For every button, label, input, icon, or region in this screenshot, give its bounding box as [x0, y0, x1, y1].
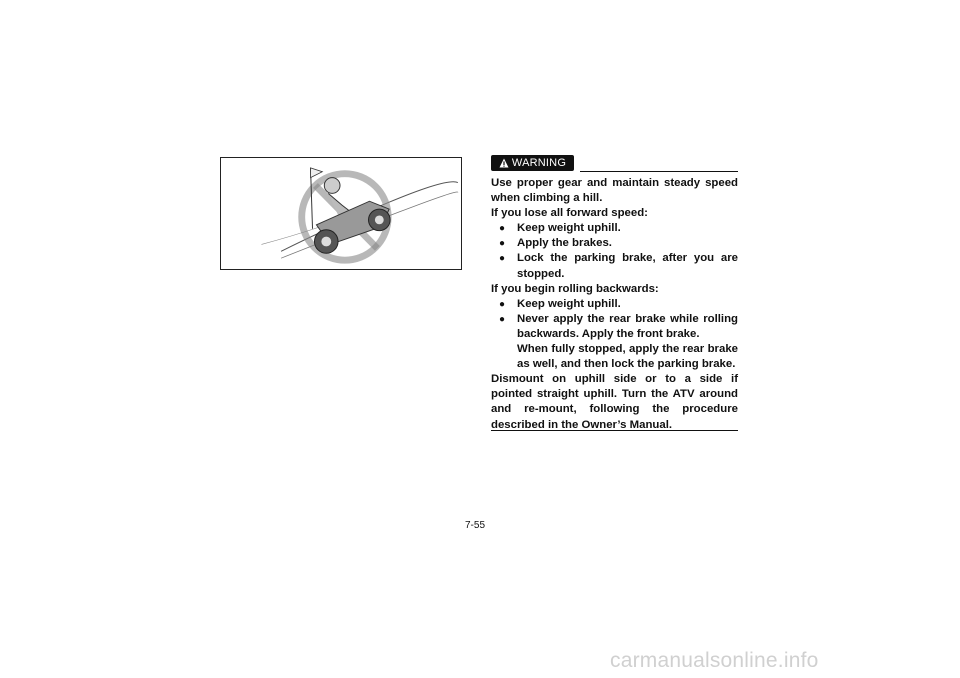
list-item: ● Keep weight uphill.	[499, 221, 738, 236]
atv-hill-drawing	[221, 158, 461, 269]
list-item: ● Lock the parking brake, after you are stopped.	[499, 251, 738, 281]
warning-header-rule	[580, 171, 738, 172]
warning-header	[491, 155, 738, 175]
watermark: carmanualsonline.info	[610, 649, 819, 672]
warning-body	[491, 176, 738, 433]
bullet-dot-icon: ●	[499, 313, 506, 325]
warning-end-rule	[491, 430, 738, 431]
warning-label: WARNING	[511, 157, 567, 169]
list-item: ● Keep weight uphill.	[499, 297, 738, 312]
bullet-dot-icon: ●	[499, 253, 506, 265]
bullet-dot-icon: ●	[499, 238, 506, 250]
rolling-heading: If you begin rolling backwards:	[491, 282, 659, 295]
lose-speed-heading: If you lose all forward speed:	[491, 207, 648, 220]
list-item: ● Apply the brakes.	[499, 236, 738, 251]
warning-intro: Use proper gear and maintain steady speed when climbing a hill.	[491, 177, 738, 205]
warning-badge	[491, 155, 574, 171]
list-item-continuation: When fully stopped, apply the rear brake as well, and then lock the parking brake.	[517, 343, 738, 371]
bullet-dot-icon: ●	[499, 298, 506, 310]
warning-triangle-icon	[499, 158, 509, 168]
bullet-dot-icon: ●	[499, 223, 506, 235]
dismount-instructions: Dismount on uphill side or to a side if pointed straight uphill. Turn the ATV around and re-mount, following the procedure described in the Owner’s Manual.	[491, 373, 738, 431]
page-number: 7-55	[465, 520, 486, 531]
list-item: ● Never apply the rear brake while rolling backwards. Apply the front brake.	[499, 312, 738, 342]
atv-uphill-illustration	[220, 157, 462, 270]
